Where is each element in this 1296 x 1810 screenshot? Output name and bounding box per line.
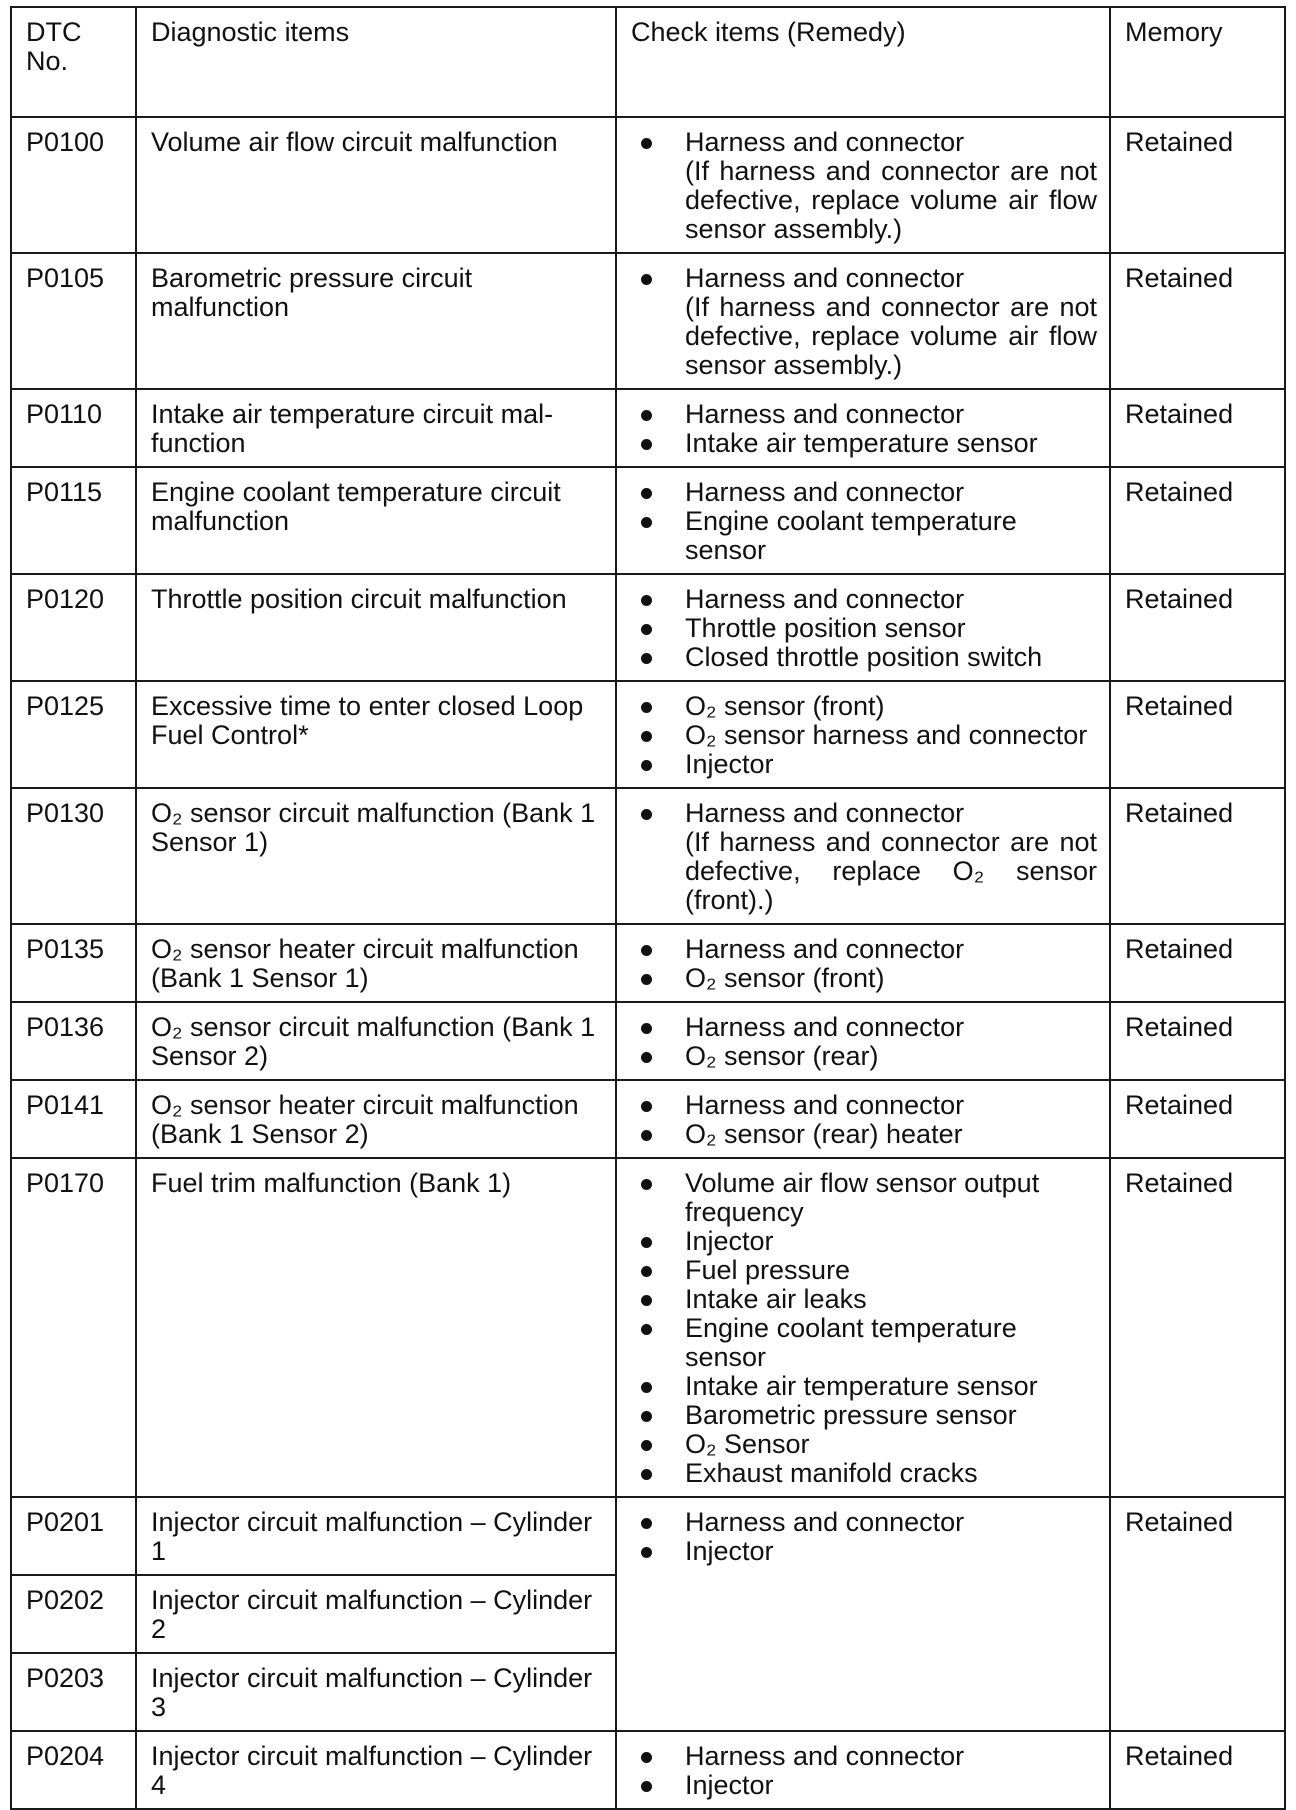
check-item-note: (If harness and connector are not defective, replace volume air flow sensor assembly.) [685,156,1097,244]
check-item-note: (If harness and connector are not defective, replace O₂ sensor (front).) [685,827,1097,915]
check-item-list [631,1013,1097,1071]
check-item-text: O₂ sensor (front) [685,963,885,993]
dtc-cell [11,681,136,788]
bullet-icon [641,1101,652,1112]
check-item [631,128,1097,244]
diagnostic-text: Excessive time to enter closed Loop Fuel Control* [151,691,584,750]
check-item [631,799,1097,915]
check-cell [616,117,1110,253]
table-row [11,1002,1285,1080]
bullet-icon [641,1469,652,1480]
check-item [631,1314,1097,1372]
memory-cell [1110,574,1285,681]
memory-cell [1110,1080,1285,1158]
memory-text: Retained [1125,263,1234,293]
check-item [631,1372,1097,1401]
diagnostic-text: Injector circuit malfunction – Cylinder 2 [151,1585,593,1644]
dtc-cell [11,389,136,467]
dtc-cell [11,1575,136,1653]
dtc-code: P0130 [26,798,105,828]
diagnostic-text: Barometric pressure circuit malfunction [151,263,473,322]
memory-cell [1110,1497,1285,1731]
check-cell [616,253,1110,389]
table-row [11,253,1285,389]
check-item-list [631,264,1097,380]
diagnostic-cell [136,253,616,389]
check-item [631,1042,1097,1071]
memory-cell [1110,1158,1285,1497]
dtc-code: P0105 [26,263,105,293]
memory-text: Retained [1125,477,1234,507]
dtc-code: P0136 [26,1012,105,1042]
dtc-code: P0204 [26,1741,105,1771]
diagnostic-text: O₂ sensor circuit malfunction (Bank 1 Sensor 1) [151,798,596,857]
dtc-code: P0203 [26,1663,105,1693]
check-item-text: Harness and connector [685,399,965,429]
memory-text: Retained [1125,1741,1234,1771]
memory-cell [1110,253,1285,389]
check-item-text: Intake air leaks [685,1284,867,1314]
diagnostic-cell [136,1575,616,1653]
memory-cell [1110,788,1285,924]
dtc-code: P0141 [26,1090,105,1120]
diagnostic-text: Volume air flow circuit malfunction [151,127,558,157]
diagnostic-cell [136,574,616,681]
dtc-cell [11,467,136,574]
bullet-icon [641,1266,652,1277]
check-item-text: Harness and connector [685,934,965,964]
check-item-text: Injector [685,1770,774,1800]
check-item-list [631,478,1097,565]
dtc-code: P0100 [26,127,105,157]
bullet-icon [641,1382,652,1393]
memory-text: Retained [1125,1507,1234,1537]
bullet-icon [641,702,652,713]
memory-text: Retained [1125,1168,1234,1198]
table-row [11,467,1285,574]
check-item-text: Fuel pressure [685,1255,851,1285]
dtc-code: P0120 [26,584,105,614]
check-item-list [631,935,1097,993]
check-item [631,1742,1097,1771]
check-item [631,964,1097,993]
check-item [631,478,1097,507]
bullet-icon [641,1518,652,1529]
check-item-text: Throttle position sensor [685,613,966,643]
diagnostic-cell [136,1731,616,1809]
diagnostic-text: Engine coolant temperature circuit malfunction [151,477,561,536]
dtc-code: P0135 [26,934,105,964]
header-check-items: Check items (Remedy) [616,7,1110,117]
dtc-code: P0110 [26,399,103,429]
check-item [631,935,1097,964]
diagnostic-cell [136,1002,616,1080]
diagnostic-cell [136,788,616,924]
diagnostic-cell [136,389,616,467]
dtc-cell [11,1080,136,1158]
check-item [631,264,1097,380]
memory-text: Retained [1125,127,1234,157]
check-item [631,1091,1097,1120]
check-cell [616,1497,1110,1731]
check-item [631,1285,1097,1314]
check-cell [616,1731,1110,1809]
check-item [631,1537,1097,1566]
check-item-text: Injector [685,1536,774,1566]
check-item [631,429,1097,458]
memory-cell [1110,117,1285,253]
check-item-text: Harness and connector [685,1507,965,1537]
check-item [631,692,1097,721]
check-item-text: Intake air temperature sensor [685,428,1038,458]
diagnostic-cell [136,924,616,1002]
dtc-cell [11,1497,136,1575]
memory-text: Retained [1125,934,1234,964]
bullet-icon [641,439,652,450]
check-item-list [631,1742,1097,1800]
bullet-icon [641,1781,652,1792]
memory-cell [1110,1731,1285,1809]
table-row [11,1497,1285,1575]
bullet-icon [641,1752,652,1763]
check-item-text: Intake air temperature sensor [685,1371,1038,1401]
bullet-icon [641,1237,652,1248]
check-item-text: O₂ sensor (front) [685,691,885,721]
check-item-text: Closed throttle position switch [685,642,1043,672]
diagnostic-cell [136,1080,616,1158]
bullet-icon [641,1324,652,1335]
check-item-list [631,585,1097,672]
check-item [631,1459,1097,1488]
check-item-text: Injector [685,1226,774,1256]
bullet-icon [641,274,652,285]
bullet-icon [641,945,652,956]
bullet-icon [641,731,652,742]
check-item [631,750,1097,779]
check-item-list [631,1508,1097,1566]
bullet-icon [641,1023,652,1034]
check-item [631,1169,1097,1227]
memory-cell [1110,467,1285,574]
check-item [631,1401,1097,1430]
check-cell [616,389,1110,467]
bullet-icon [641,138,652,149]
diagnostic-text: Fuel trim malfunction (Bank 1) [151,1168,512,1198]
check-item [631,1771,1097,1800]
bullet-icon [641,1052,652,1063]
check-item-text: Volume air flow sensor output frequency [685,1168,1040,1227]
table-row [11,574,1285,681]
bullet-icon [641,517,652,528]
check-item [631,400,1097,429]
check-item-text: O₂ sensor harness and connector [685,720,1088,750]
check-item-text: Barometric pressure sensor [685,1400,1017,1430]
dtc-code: P0115 [26,477,103,507]
table-row [11,117,1285,253]
bullet-icon [641,1130,652,1141]
memory-text: Retained [1125,584,1234,614]
check-cell [616,924,1110,1002]
bullet-icon [641,595,652,606]
check-item [631,507,1097,565]
check-item-text: Harness and connector [685,798,965,828]
check-item [631,1256,1097,1285]
dtc-table [10,6,1286,1810]
check-item-text: O₂ Sensor [685,1429,810,1459]
dtc-cell [11,117,136,253]
memory-cell [1110,681,1285,788]
diagnostic-cell [136,1653,616,1731]
check-item-list [631,400,1097,458]
check-item-text: Harness and connector [685,127,965,157]
check-item-text: Harness and connector [685,1012,965,1042]
bullet-icon [641,1295,652,1306]
dtc-page [10,0,1286,1800]
table-row [11,681,1285,788]
dtc-code: P0125 [26,691,105,721]
bullet-icon [641,1179,652,1190]
check-item [631,1430,1097,1459]
check-item [631,614,1097,643]
check-cell [616,574,1110,681]
check-item-text: Engine coolant temperature sensor [685,506,1017,565]
dtc-cell [11,924,136,1002]
check-item [631,1013,1097,1042]
memory-text: Retained [1125,1012,1234,1042]
diagnostic-text: Throttle position circuit malfunction [151,584,567,614]
memory-text: Retained [1125,798,1234,828]
check-cell [616,681,1110,788]
memory-text: Retained [1125,1090,1234,1120]
check-item-text: Harness and connector [685,263,965,293]
table-row [11,389,1285,467]
bullet-icon [641,624,652,635]
diagnostic-text: Intake air temperature circuit mal-function [151,399,554,458]
bullet-icon [641,410,652,421]
check-item-list [631,799,1097,915]
check-item [631,1227,1097,1256]
dtc-cell [11,1731,136,1809]
bullet-icon [641,1411,652,1422]
check-item-text: Harness and connector [685,477,965,507]
table-row [11,1158,1285,1497]
diagnostic-cell [136,467,616,574]
check-cell [616,788,1110,924]
bullet-icon [641,488,652,499]
check-cell [616,1080,1110,1158]
header-memory: Memory [1110,7,1285,117]
diagnostic-cell [136,117,616,253]
memory-cell [1110,1002,1285,1080]
diagnostic-text: Injector circuit malfunction – Cylinder 3 [151,1663,593,1722]
check-item-list [631,692,1097,779]
memory-text: Retained [1125,691,1234,721]
dtc-code: P0170 [26,1168,105,1198]
dtc-cell [11,788,136,924]
dtc-cell [11,1002,136,1080]
check-item-text: Harness and connector [685,584,965,614]
diagnostic-text: O₂ sensor heater circuit malfunction (Bank 1 Sensor 1) [151,934,579,993]
header-row [11,7,1285,117]
dtc-code: P0202 [26,1585,105,1615]
check-item-list [631,128,1097,244]
check-item-note: (If harness and connector are not defective, replace volume air flow sensor assembly.) [685,292,1097,380]
memory-cell [1110,389,1285,467]
table-row [11,1080,1285,1158]
check-cell [616,1158,1110,1497]
dtc-cell [11,1158,136,1497]
diagnostic-text: Injector circuit malfunction – Cylinder 1 [151,1507,593,1566]
diagnostic-cell [136,1497,616,1575]
bullet-icon [641,653,652,664]
header-diagnostic-items: Diagnostic items [136,7,616,117]
diagnostic-text: O₂ sensor circuit malfunction (Bank 1 Sensor 2) [151,1012,596,1071]
diagnostic-text: Injector circuit malfunction – Cylinder 4 [151,1741,593,1800]
dtc-cell [11,574,136,681]
diagnostic-text: O₂ sensor heater circuit malfunction (Bank 1 Sensor 2) [151,1090,579,1149]
check-item-text: Exhaust manifold cracks [685,1458,978,1488]
dtc-cell [11,1653,136,1731]
check-item [631,643,1097,672]
check-item [631,585,1097,614]
bullet-icon [641,974,652,985]
table-row [11,788,1285,924]
bullet-icon [641,809,652,820]
check-item-text: O₂ sensor (rear) heater [685,1119,963,1149]
bullet-icon [641,1547,652,1558]
header-dtc: DTC No. [11,7,136,117]
check-cell [616,1002,1110,1080]
memory-text: Retained [1125,399,1234,429]
check-item-text: Engine coolant temperature sensor [685,1313,1017,1372]
dtc-code: P0201 [26,1507,105,1537]
diagnostic-cell [136,1158,616,1497]
diagnostic-cell [136,681,616,788]
bullet-icon [641,760,652,771]
check-item-text: O₂ sensor (rear) [685,1041,879,1071]
check-item [631,721,1097,750]
bullet-icon [641,1440,652,1451]
check-item [631,1120,1097,1149]
memory-cell [1110,924,1285,1002]
check-item-list [631,1091,1097,1149]
check-item-text: Harness and connector [685,1090,965,1120]
check-cell [616,467,1110,574]
table-row [11,1731,1285,1809]
check-item-text: Harness and connector [685,1741,965,1771]
check-item-list [631,1169,1097,1488]
dtc-cell [11,253,136,389]
check-item-text: Injector [685,749,774,779]
check-item [631,1508,1097,1537]
table-row [11,924,1285,1002]
